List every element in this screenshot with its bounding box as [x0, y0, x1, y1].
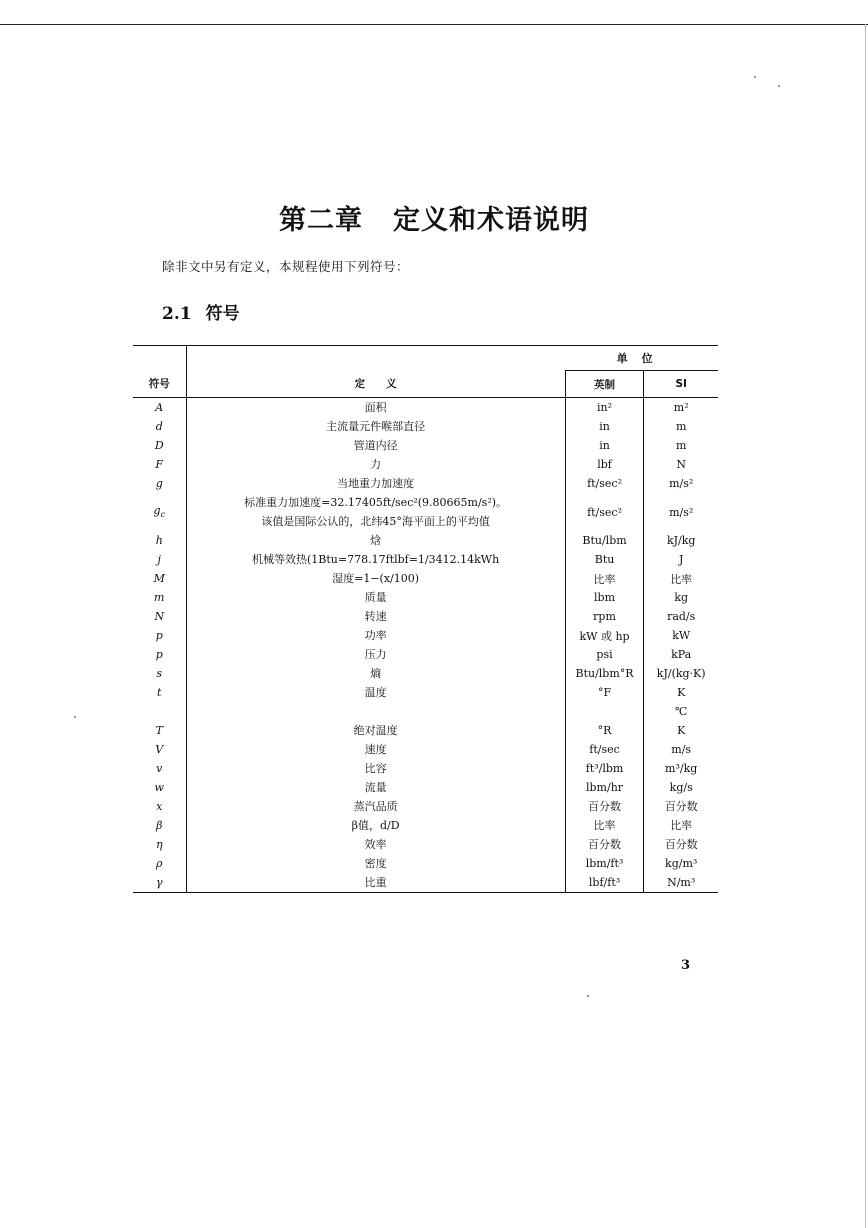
symbol-cell: A — [155, 401, 164, 414]
symbol-cell: t — [157, 686, 162, 699]
symbol-cell — [133, 702, 186, 721]
imperial-unit-cell: in — [565, 417, 644, 436]
si-unit-cell: kJ/kg — [644, 531, 718, 550]
table-row — [133, 569, 718, 588]
imperial-unit-cell: ft/sec² — [565, 474, 644, 493]
definition-cell — [186, 550, 565, 569]
table-row — [133, 550, 718, 569]
top-rule — [0, 24, 868, 25]
definition-cell — [186, 664, 565, 683]
symbol-cell: w — [154, 780, 164, 794]
definition-cell — [186, 607, 565, 626]
section-heading — [162, 299, 240, 324]
si-unit-cell: kg/s — [644, 778, 718, 797]
definition-cell — [186, 683, 565, 702]
symbol-cell: $g_c$ — [153, 504, 166, 520]
si-unit-cell: kg/m³ — [644, 854, 718, 873]
si-unit-cell: m² — [644, 398, 718, 418]
definition-text: 焓 — [370, 534, 382, 547]
si-unit-cell: N — [644, 455, 718, 474]
imperial-unit-cell — [565, 702, 644, 721]
si-unit-cell: 比率 — [644, 816, 718, 835]
table-row — [133, 645, 718, 664]
definition-cell — [186, 588, 565, 607]
si-unit-cell: m — [644, 436, 718, 455]
definition-text: 密度 — [364, 856, 387, 870]
scan-speck — [74, 716, 76, 718]
page-number: 3 — [681, 958, 691, 973]
table-row — [133, 607, 718, 626]
si-unit-cell: K — [644, 683, 718, 702]
table-row — [133, 683, 718, 702]
symbol-cell: N — [154, 610, 165, 623]
definition-cell — [186, 417, 565, 436]
definition-cell — [186, 436, 565, 455]
definition-text: 力 — [370, 458, 382, 471]
definition-cell — [186, 759, 565, 778]
symbol-cell: β — [156, 818, 163, 832]
imperial-unit-cell: lbm — [565, 588, 644, 607]
symbol-cell: j — [157, 553, 161, 566]
table-row — [133, 455, 718, 474]
imperial-unit-cell: lbf — [565, 455, 644, 474]
definition-text: 温度 — [364, 686, 387, 699]
si-unit-cell: 百分数 — [644, 835, 718, 854]
units-header: 单位 — [565, 346, 718, 371]
si-unit-cell: N/m³ — [644, 873, 718, 893]
definition-text-line2: 该值是国际公认的，北纬45°海平面上的平均值 — [261, 515, 490, 528]
imperial-unit-cell: 百分数 — [565, 797, 644, 816]
chapter-name: 定义和术语说明 — [393, 205, 589, 236]
definition-text: 当地重力加速度 — [337, 477, 415, 490]
table-row — [133, 398, 718, 418]
table-row — [133, 702, 718, 721]
imperial-unit-cell: °F — [565, 683, 644, 702]
si-unit-cell: ℃ — [644, 702, 718, 721]
symbol-cell: v — [156, 761, 163, 775]
si-header: SI — [644, 371, 718, 398]
definition-text: 转速 — [364, 610, 387, 623]
imperial-unit-cell: lbf/ft³ — [565, 873, 644, 893]
section-number: 2.1 — [162, 304, 192, 324]
symbol-cell: V — [155, 742, 164, 756]
table-row — [133, 816, 718, 835]
si-unit-cell: m — [644, 417, 718, 436]
definition-text: 比重 — [364, 875, 387, 889]
intro-text: 除非文中另有定义，本规程使用下列符号： — [162, 259, 410, 274]
table-row — [133, 493, 718, 531]
imperial-unit-cell: ft/sec² — [565, 493, 644, 531]
definition-text: 主流量元件喉部直径 — [326, 420, 426, 433]
table-row — [133, 417, 718, 436]
definition-cell — [186, 854, 565, 873]
imperial-unit-cell: in — [565, 436, 644, 455]
definition-cell — [186, 398, 565, 418]
definition-cell — [186, 493, 565, 531]
si-unit-cell: m³/kg — [644, 759, 718, 778]
imperial-unit-cell: 比率 — [565, 816, 644, 835]
si-unit-cell: m/s² — [644, 493, 718, 531]
table-row — [133, 778, 718, 797]
symbol-table — [133, 345, 718, 893]
definition-cell — [186, 873, 565, 893]
si-unit-cell: kPa — [644, 645, 718, 664]
si-unit-cell: kg — [644, 588, 718, 607]
definition-text: 标准重力加速度=32.17405ft/sec²(9.80665m/s²)。 — [244, 496, 508, 509]
symbol-cell: M — [153, 572, 165, 585]
table-row — [133, 873, 718, 893]
imperial-unit-cell: rpm — [565, 607, 644, 626]
table-row — [133, 664, 718, 683]
imperial-unit-cell: kW 或 hp — [565, 626, 644, 645]
imperial-unit-cell: °R — [565, 721, 644, 740]
symbol-cell: F — [155, 458, 164, 471]
table-row — [133, 797, 718, 816]
si-unit-cell: 比率 — [644, 569, 718, 588]
definition-cell — [186, 702, 565, 721]
si-unit-cell: kW — [644, 626, 718, 645]
imperial-unit-cell: lbm/ft³ — [565, 854, 644, 873]
si-unit-cell: kJ/(kg·K) — [644, 664, 718, 683]
table-row — [133, 626, 718, 645]
symbol-cell: p — [155, 648, 163, 661]
definition-text: 流量 — [364, 780, 387, 794]
imperial-unit-cell: 比率 — [565, 569, 644, 588]
symbol-cell: η — [155, 837, 163, 851]
table-row — [133, 721, 718, 740]
symbol-cell: d — [155, 420, 163, 433]
symbol-cell: ρ — [156, 856, 163, 870]
symbol-header: 符号 — [133, 371, 186, 398]
definition-text: 速度 — [364, 742, 387, 756]
scan-speck — [778, 85, 780, 87]
table-row — [133, 436, 718, 455]
si-unit-cell: m/s — [644, 740, 718, 759]
definition-text: 压力 — [364, 648, 387, 661]
definition-text: 面积 — [364, 401, 387, 414]
definition-cell — [186, 645, 565, 664]
definition-header: 定 义 — [186, 371, 565, 398]
scan-speck — [754, 76, 756, 78]
imperial-unit-cell: lbm/hr — [565, 778, 644, 797]
symbol-cell: p — [155, 629, 163, 642]
imperial-unit-cell: psi — [565, 645, 644, 664]
si-unit-cell: 百分数 — [644, 797, 718, 816]
table-row — [133, 588, 718, 607]
imperial-unit-cell: ft/sec — [565, 740, 644, 759]
symbol-cell: g — [155, 477, 163, 490]
section-title: 符号 — [205, 304, 240, 324]
table-row — [133, 740, 718, 759]
definition-text: 效率 — [364, 837, 387, 851]
si-unit-cell: J — [644, 550, 718, 569]
table-row — [133, 835, 718, 854]
imperial-unit-cell: Btu — [565, 550, 644, 569]
definition-cell — [186, 778, 565, 797]
si-unit-cell: m/s² — [644, 474, 718, 493]
imperial-unit-cell: in² — [565, 398, 644, 418]
chapter-number: 第二章 — [279, 205, 363, 236]
definition-cell — [186, 569, 565, 588]
table-row — [133, 759, 718, 778]
definition-cell — [186, 626, 565, 645]
symbol-cell: m — [154, 591, 165, 604]
definition-text: 蒸汽品质 — [353, 799, 398, 813]
definition-cell — [186, 740, 565, 759]
imperial-unit-cell: ft³/lbm — [565, 759, 644, 778]
imperial-unit-cell: Btu/lbm — [565, 531, 644, 550]
definition-cell — [186, 797, 565, 816]
table-body — [133, 398, 718, 893]
imperial-header: 英制 — [565, 371, 644, 398]
symbol-cell: D — [154, 439, 164, 452]
definition-text: 湿度=1−(x/100) — [332, 572, 420, 585]
definition-text: β值，d/D — [351, 818, 400, 832]
definition-text: 功率 — [364, 629, 387, 642]
definition-cell — [186, 835, 565, 854]
symbol-cell: γ — [133, 873, 186, 893]
definition-cell — [186, 474, 565, 493]
definition-cell — [186, 531, 565, 550]
symbol-cell: T — [155, 723, 163, 737]
symbol-cell: x — [156, 799, 163, 813]
definition-text: 管道内径 — [353, 439, 398, 452]
imperial-unit-cell: 百分数 — [565, 835, 644, 854]
definition-text: 绝对温度 — [353, 723, 398, 737]
imperial-unit-cell: Btu/lbm°R — [565, 664, 644, 683]
definition-text: 比容 — [364, 761, 387, 775]
table-row — [133, 854, 718, 873]
definition-cell — [186, 721, 565, 740]
definition-cell — [186, 816, 565, 835]
table-row — [133, 531, 718, 550]
symbol-cell: h — [155, 534, 163, 547]
definition-text: 熵 — [370, 667, 382, 680]
chapter-title — [0, 198, 868, 237]
table-row — [133, 474, 718, 493]
definition-text: 质量 — [364, 591, 387, 604]
si-unit-cell: K — [644, 721, 718, 740]
scan-speck — [587, 995, 589, 997]
definition-text: 机械等效热(1Btu=778.17ftlbf=1/3412.14kWh — [252, 553, 500, 566]
si-unit-cell: rad/s — [644, 607, 718, 626]
symbol-cell: s — [156, 667, 163, 680]
definition-cell — [186, 455, 565, 474]
